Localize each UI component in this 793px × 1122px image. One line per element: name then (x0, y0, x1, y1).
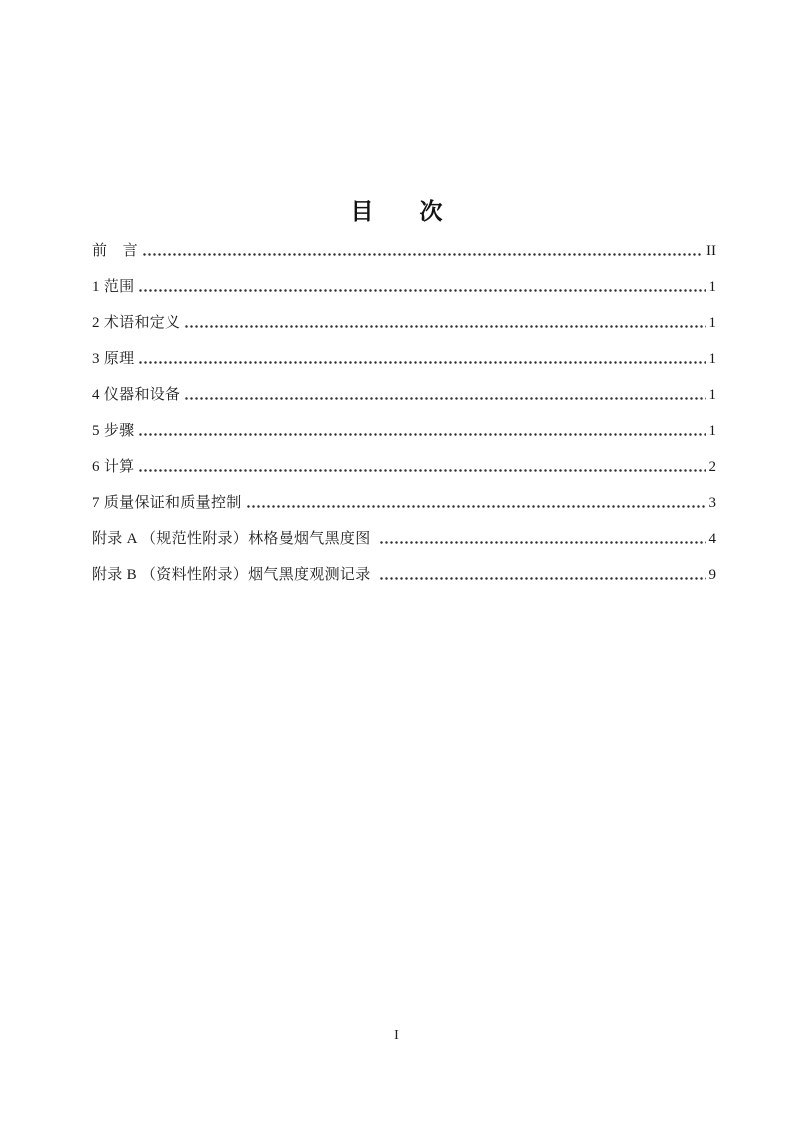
toc-entry[interactable] (92, 302, 716, 338)
dot-leader (138, 468, 705, 473)
toc-entry-page: 4 (708, 531, 716, 547)
toc-entry-label: 附录 B （资料性附录）烟气黑度观测记录 (92, 567, 375, 583)
toc-entry[interactable] (92, 230, 716, 266)
toc-entry-page: 3 (708, 495, 716, 511)
footer-page-number: I (394, 1028, 399, 1043)
toc-entry[interactable] (92, 374, 716, 410)
toc-entry[interactable] (92, 554, 716, 590)
toc-entry[interactable] (92, 266, 716, 302)
toc-entry-page: 1 (708, 387, 716, 403)
page-title: 目 次 (350, 199, 443, 224)
toc-entry-page: 1 (708, 279, 716, 295)
toc-entry[interactable] (92, 410, 716, 446)
toc-entry-label: 7 质量保证和质量控制 (92, 495, 242, 511)
toc-list (92, 230, 716, 590)
toc-entry-page: 1 (708, 351, 716, 367)
toc-entry-label: 附录 A （规范性附录）林格曼烟气黑度图 (92, 531, 375, 547)
toc-entry-label: 1 范围 (92, 279, 135, 295)
toc-entry-page: 1 (708, 423, 716, 439)
toc-entry[interactable] (92, 518, 716, 554)
dot-leader (184, 396, 705, 401)
toc-entry-label: 4 仪器和设备 (92, 387, 181, 403)
dot-leader (184, 324, 705, 329)
dot-leader (138, 360, 705, 365)
dot-leader (142, 252, 703, 257)
toc-entry-label: 2 术语和定义 (92, 315, 181, 331)
toc-entry-label: 5 步骤 (92, 423, 135, 439)
toc-entry-label: 6 计算 (92, 459, 135, 475)
toc-entry-page: 1 (708, 315, 716, 331)
toc-entry-label: 前 言 (92, 243, 138, 259)
toc-entry-label: 3 原理 (92, 351, 135, 367)
toc-entry[interactable] (92, 446, 716, 482)
dot-leader (138, 432, 705, 437)
toc-entry-page: 2 (708, 459, 716, 475)
dot-leader (379, 540, 706, 545)
dot-leader (246, 504, 706, 509)
toc-entry[interactable] (92, 482, 716, 518)
toc-entry-page: 9 (708, 567, 716, 583)
toc-entry[interactable] (92, 338, 716, 374)
toc-entry-page: II (706, 243, 716, 259)
dot-leader (379, 576, 706, 581)
dot-leader (138, 288, 705, 293)
